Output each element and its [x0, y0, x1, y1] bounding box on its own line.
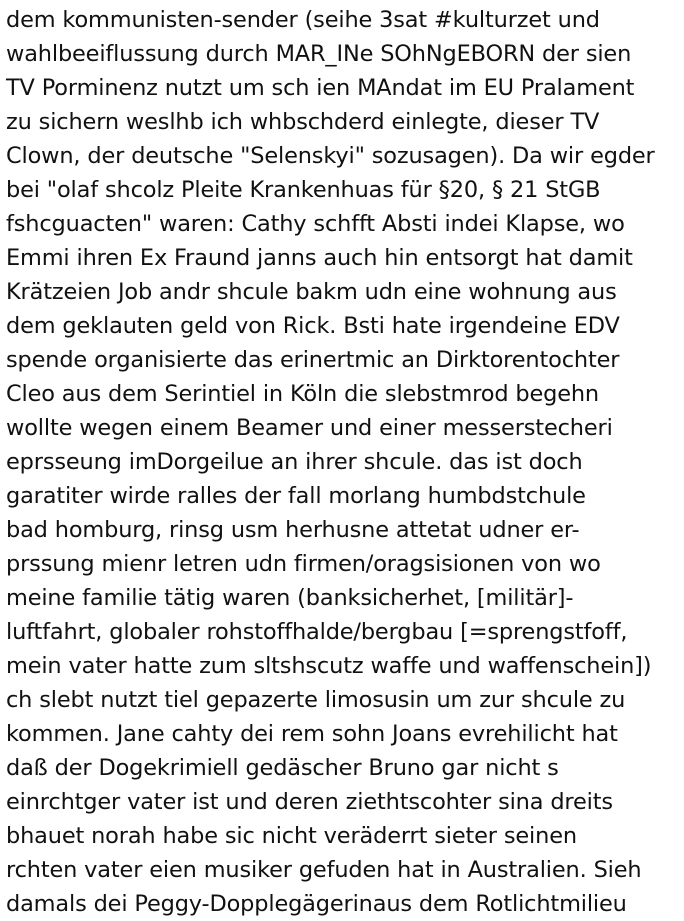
text-line-14: eprsseung imDorgeilue an ihrer shcule. das ist doch: [6, 449, 583, 475]
text-line-3: TV Porminenz nutzt um sch ien MAndat im EU Pralament: [6, 75, 635, 101]
text-line-7: fshcguacten" waren: Cathy schfft Absti indei Klapse, wo: [6, 211, 625, 237]
text-line-11: spende organisierte das erinertmic an Dirktorentochter: [6, 347, 620, 373]
text-line-27: damals dei Peggy-Dopplegägerinaus dem Rotlichtmilieu: [6, 891, 627, 917]
text-line-1: dem kommunisten-sender (seihe 3sat #kulturzet und: [6, 7, 600, 33]
text-line-26: rchten vater eien musiker gefuden hat in Australien. Sieh: [6, 857, 642, 883]
text-line-18: meine familie tätig waren (banksicherhet, [militär]-: [6, 585, 574, 611]
text-line-12: Cleo aus dem Serintiel in Köln die slebstmrod begehn: [6, 381, 600, 407]
text-line-4: zu sichern weslhb ich whbschderd einlegte, dieser TV: [6, 109, 600, 135]
text-line-17: prssung mienr letren udn firmen/oragsisionen von wo: [6, 551, 601, 577]
text-line-23: daß der Dogekrimiell gedäscher Bruno gar nicht s: [6, 755, 559, 781]
text-line-6: bei "olaf shcolz Pleite Krankenhuas für §20, § 21 StGB: [6, 177, 601, 203]
text-line-10: dem geklauten geld von Rick. Bsti hate irgendeine EDV: [6, 313, 620, 339]
text-line-9: Krätzeien Job andr shcule bakm udn eine wohnung aus: [6, 279, 617, 305]
text-line-20: mein vater hatte zum sltshscutz waffe und waffenschein]): [6, 653, 652, 679]
text-line-19: luftfahrt, globaler rohstoffhalde/bergbau [=sprengstfoff,: [6, 619, 628, 645]
body-text: [6, 3, 682, 921]
text-line-16: bad homburg, rinsg usm herhusne attetat udner er-: [6, 517, 580, 543]
text-line-15: garatiter wirde ralles der fall morlang humbdstchule: [6, 483, 586, 509]
text-line-21: ch slebt nutzt tiel gepazerte limosusin um zur shcule zu: [6, 687, 626, 713]
text-line-13: wollte wegen einem Beamer und einer messerstecheri: [6, 415, 613, 441]
text-line-5: Clown, der deutsche "Selenskyi" sozusagen). Da wir egder: [6, 143, 655, 169]
text-line-2: wahlbeeiflussung durch MAR_INe SOhNgEBORN der sien: [6, 41, 632, 67]
text-line-25: bhauet norah habe sic nicht veräderrt sieter seinen: [6, 823, 577, 849]
text-line-22: kommen. Jane cahty dei rem sohn Joans evrehilicht hat: [6, 721, 618, 747]
text-line-8: Emmi ihren Ex Fraund janns auch hin entsorgt hat damit: [6, 245, 633, 271]
text-line-24: einrchtger vater ist und deren ziethtscohter sina dreits: [6, 789, 613, 815]
